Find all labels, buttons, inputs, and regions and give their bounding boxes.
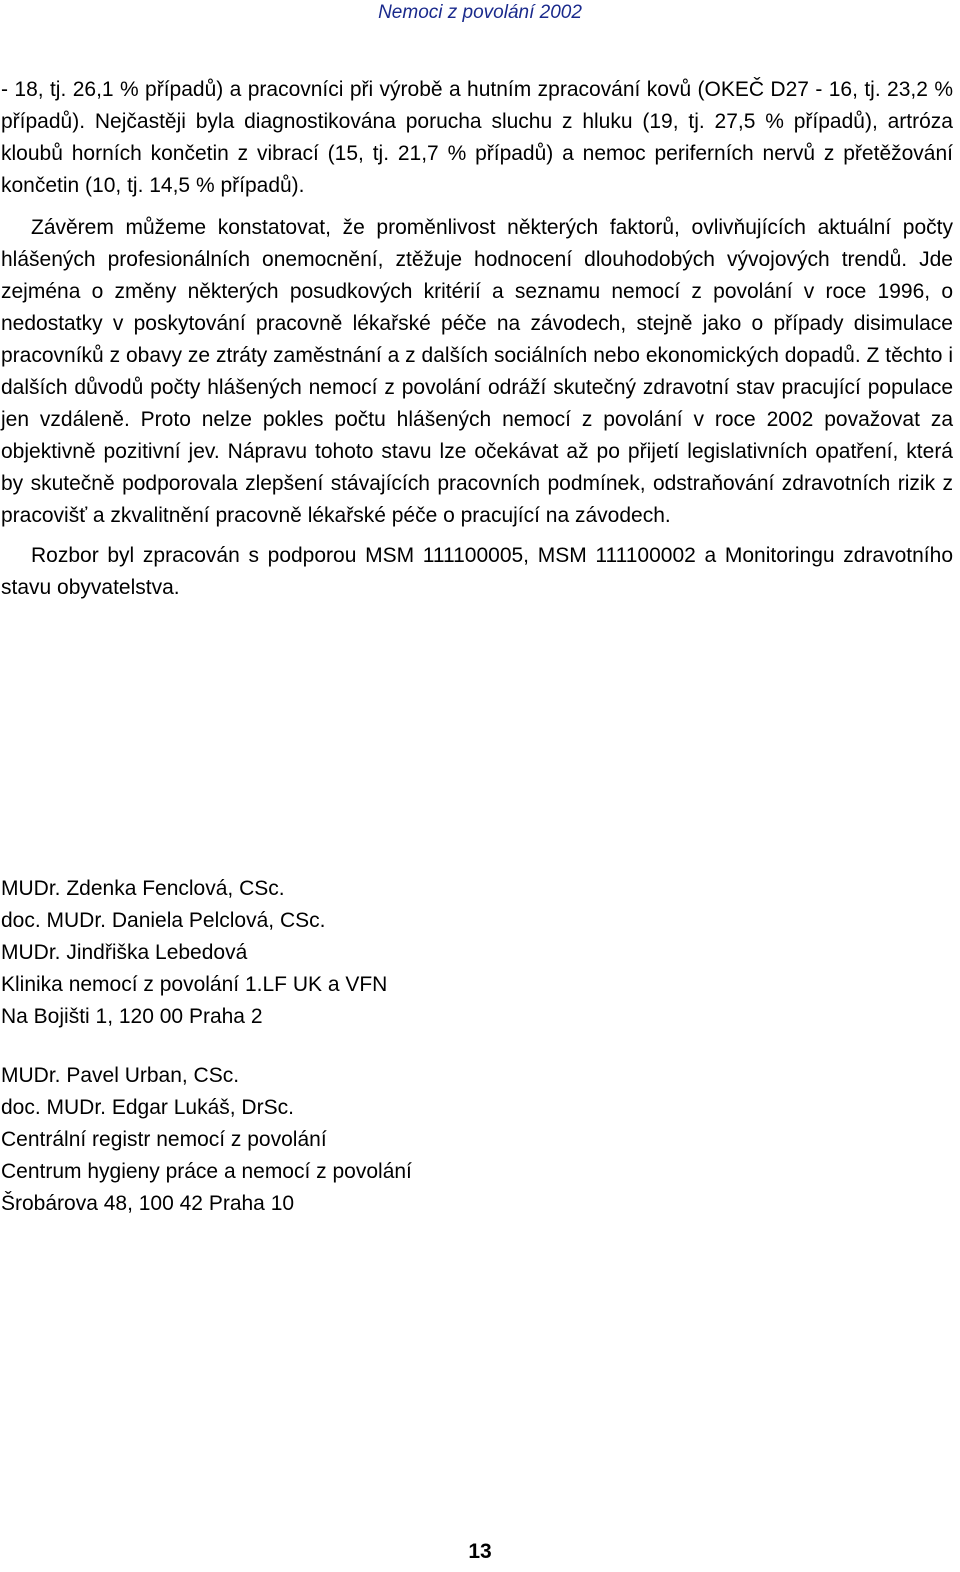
author-affiliation: Centrální registr nemocí z povolání [1, 1128, 327, 1151]
author-name: doc. MUDr. Edgar Lukáš, DrSc. [1, 1096, 294, 1119]
paragraph-continuation: - 18, tj. 26,1 % případů) a pracovníci při výrobě a hutním zpracování kovů (OKEČ D27 - 16, tj. 23,2 % případů). Nejčastěji byla diagnostikována porucha sluchu z hluku (19, tj. 27,5 % případů), artróza kloubů horních končetin z vibrací (15, tj. 21,7 % případů) a nemoc periferních nervů z přetěžování končetin (10, tj. 14,5 % případů). [1, 78, 953, 197]
author-block-registry [1, 1060, 901, 1220]
author-address: Na Bojišti 1, 120 00 Praha 2 [1, 1005, 263, 1028]
author-name: MUDr. Zdenka Fenclová, CSc. [1, 877, 285, 900]
page-number: 13 [468, 1540, 492, 1563]
author-name: doc. MUDr. Daniela Pelclová, CSc. [1, 909, 326, 932]
author-address: Šrobárova 48, 100 42 Praha 10 [1, 1192, 295, 1215]
author-affiliation: Centrum hygieny práce a nemocí z povolání [1, 1160, 412, 1183]
author-block-clinic [1, 873, 901, 1033]
author-affiliation: Klinika nemocí z povolání 1.LF UK a VFN [1, 973, 388, 996]
main-text [1, 74, 953, 604]
running-header: Nemoci z povolání 2002 [378, 2, 582, 23]
author-name: MUDr. Pavel Urban, CSc. [1, 1064, 240, 1087]
author-name: MUDr. Jindřiška Lebedová [1, 941, 248, 964]
paragraph-conclusion: Závěrem můžeme konstatovat, že proměnlivost některých faktorů, ovlivňujících aktuální počty hlášených profesionálních onemocnění, ztěžuje hodnocení dlouhodobých vývojových trendů. Jde zejména o změny některých posudkových kritérií a seznamu nemocí z povolání v roce 1996, o nedostatky v poskytování pracovně lékařské péče na závodech, stejně jako o případy disimulace pracovníků z obavy ze ztráty zaměstnání a z dalších sociálních nebo ekonomických dopadů. Z těchto i dalších důvodů počty hlášených nemocí z povolání odráží skutečný zdravotní stav pracující populace jen vzdáleně. Proto nelze pokles počtu hlášených nemocí z povolání v roce 2002 považovat za objektivně pozitivní jev. Nápravu tohoto stavu lze očekávat až po přijetí legislativních opatření, která by skutečně podporovala zlepšení stávajících pracovních podmínek, odstraňování zdravotních rizik z pracovišť a zkvalitnění pracovně lékařské péče o pracující na závodech. [1, 216, 953, 527]
acknowledgement-paragraph: Rozbor byl zpracován s podporou MSM 111100005, MSM 111100002 a Monitoringu zdravotního stavu obyvatelstva. [1, 544, 953, 599]
